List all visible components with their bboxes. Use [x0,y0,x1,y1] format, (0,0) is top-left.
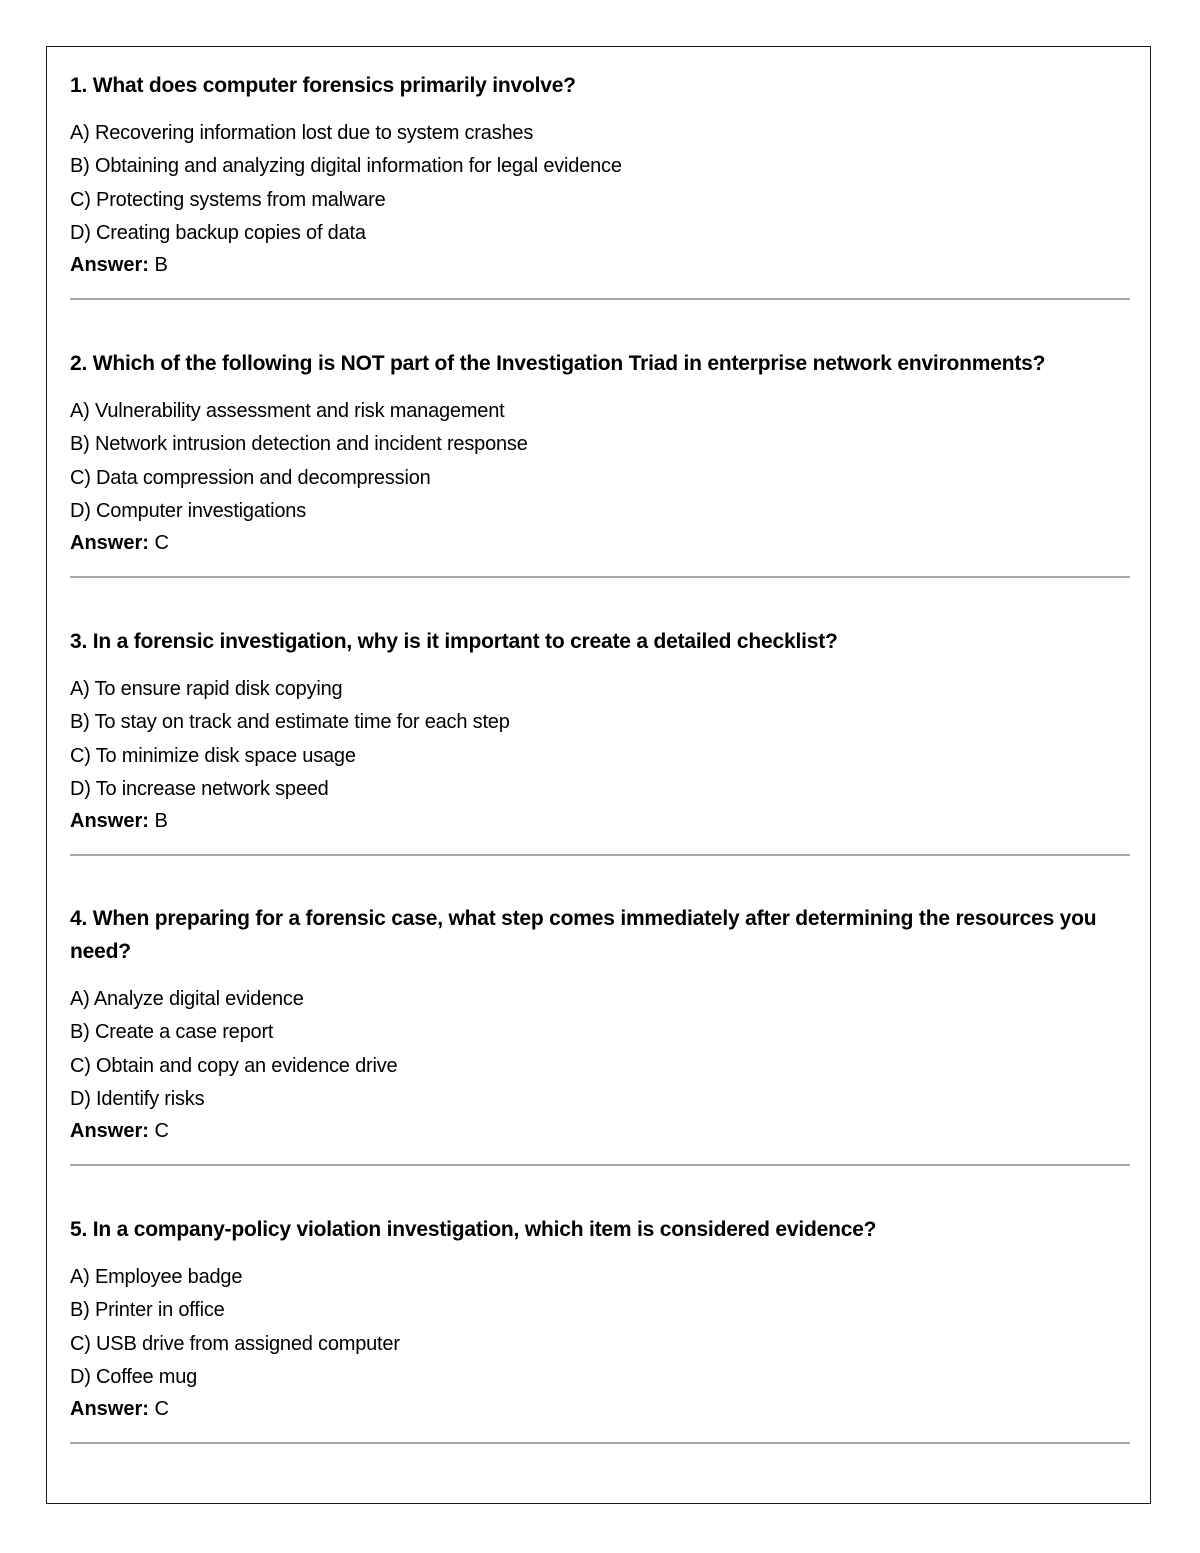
options-list [70,673,1130,806]
option-b: B) Network intrusion detection and incident response [70,433,528,456]
option-d: D) To increase network speed [70,777,329,800]
answer-line [70,528,1130,558]
question-text: 3. In a forensic investigation, why is it important to create a detailed checklist? [70,630,838,653]
answer-label: Answer: [70,532,149,555]
answer-value: C [154,532,169,555]
option-b: B) Printer in office [70,1299,225,1322]
question-text: 2. Which of the following is NOT part of the Investigation Triad in enterprise network environments? [70,352,1046,375]
option-a: A) To ensure rapid disk copying [70,678,343,700]
question-divider [70,1442,1130,1444]
question-text: 4. When preparing for a forensic case, what step comes immediately after determining the resources you need? [70,907,1097,963]
question-divider [70,576,1130,578]
option-a: A) Recovering information lost due to system crashes [70,122,534,144]
option-d: D) Computer investigations [70,499,307,522]
question-block-4 [70,902,1130,1146]
question-text: 5. In a company-policy violation investigation, which item is considered evidence? [70,1218,877,1241]
answer-line [70,250,1130,280]
options-list [70,395,1130,528]
question-divider [70,854,1130,856]
question-block-3 [70,625,1130,836]
option-c: C) Obtain and copy an evidence drive [70,1054,398,1077]
answer-label: Answer: [70,810,149,833]
question-block-1 [70,69,1130,280]
option-b: B) Create a case report [70,1021,274,1044]
option-a: A) Employee badge [70,1266,243,1288]
options-list [70,1261,1130,1394]
answer-line [70,1394,1130,1424]
options-list [70,117,1130,250]
option-d: D) Coffee mug [70,1365,198,1388]
question-divider [70,298,1130,300]
answer-value: C [154,1398,169,1421]
option-d: D) Creating backup copies of data [70,221,366,244]
option-c: C) USB drive from assigned computer [70,1332,400,1355]
option-a: A) Analyze digital evidence [70,988,304,1010]
answer-label: Answer: [70,1120,149,1143]
answer-value: B [154,810,168,833]
answer-value: C [154,1120,169,1143]
option-c: C) Protecting systems from malware [70,188,386,211]
answer-line [70,1116,1130,1146]
option-b: B) To stay on track and estimate time for each step [70,711,510,734]
question-block-2 [70,347,1130,558]
option-a: A) Vulnerability assessment and risk management [70,400,505,422]
question-text: 1. What does computer forensics primarily involve? [70,74,576,97]
answer-line [70,806,1130,836]
answer-label: Answer: [70,254,149,277]
option-c: C) Data compression and decompression [70,466,431,489]
option-b: B) Obtaining and analyzing digital information for legal evidence [70,155,622,178]
option-c: C) To minimize disk space usage [70,744,356,767]
question-block-5 [70,1213,1130,1424]
question-divider [70,1164,1130,1166]
option-d: D) Identify risks [70,1087,205,1110]
options-list [70,983,1130,1116]
answer-value: B [154,254,168,277]
answer-label: Answer: [70,1398,149,1421]
